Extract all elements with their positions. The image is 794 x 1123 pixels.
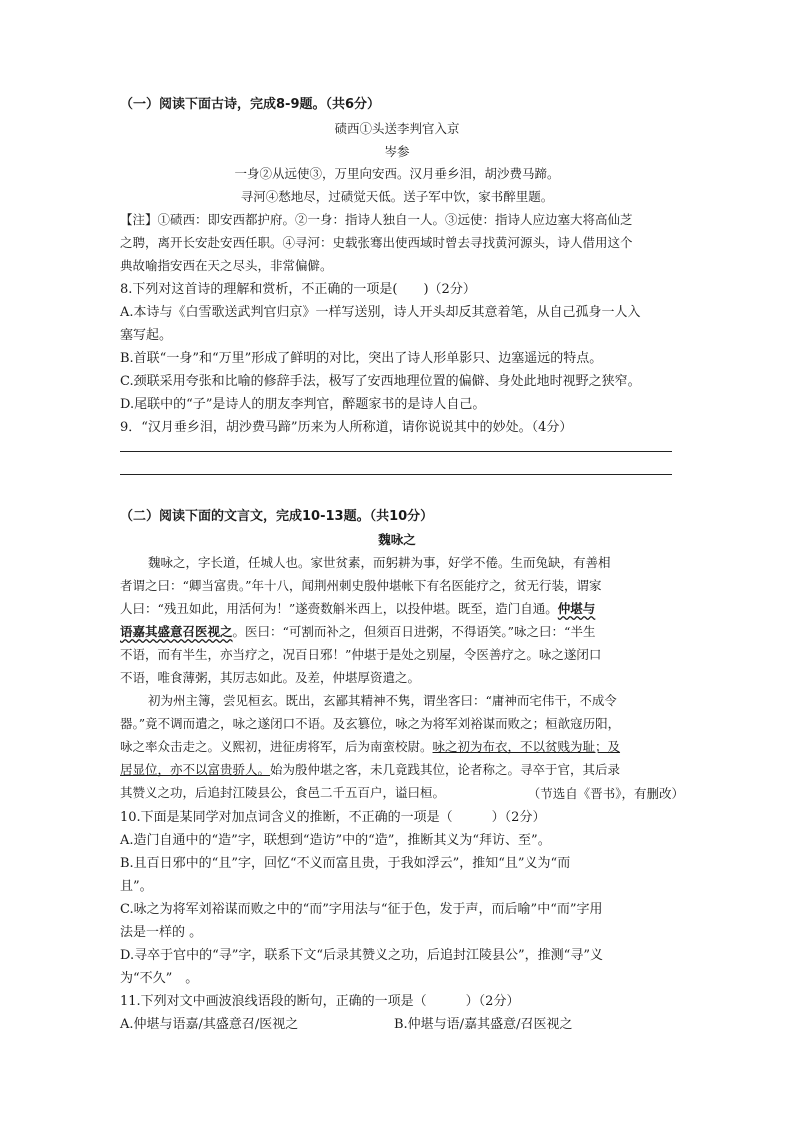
poem-note: 【注】①碛西：即安西都护府。②一身：指诗人独自一人。③远使：指诗人应边塞大将高仙芝 bbox=[120, 212, 633, 227]
question-11-stem: 11.下列对文中画波浪线语段的断句，正确的一项是（ ）（2分） bbox=[120, 994, 520, 1009]
question-11-option-b: B.仲堪与语/嘉其盛意/召医视之 bbox=[394, 1017, 573, 1032]
poem-note: 典故喻指安西在天之尽头，非常偏僻。 bbox=[120, 258, 333, 273]
passage-text: 。医曰：“可割而补之，但须百日进粥，不得语笑。”咏之曰：“半生 bbox=[232, 624, 596, 639]
question-10-option-b: B.且百日邪中的“且”字，回忆“不义而富且贵，于我如浮云”，推知“且”义为“而 bbox=[120, 856, 571, 871]
passage-line bbox=[120, 600, 595, 618]
answer-line bbox=[120, 451, 672, 452]
section2-heading: （二）阅读下面的文言文，完成10-13题。（共10分） bbox=[120, 509, 434, 524]
passage-line: 不语，唯食薄粥，其厉志如此。及差，仲堪厚资遣之。 bbox=[120, 670, 421, 685]
question-8-option-b: B.首联“一身”和“万里”形成了鲜明的对比，突出了诗人形单影只、边塞遥远的特点。 bbox=[120, 351, 603, 366]
passage-title: 魏咏之 bbox=[378, 532, 416, 547]
poem-title: 碛西①头送李判官入京 bbox=[334, 121, 460, 136]
question-10-stem: 10.下面是某同学对加点词含义的推断，不正确的一项是（ ）（2分） bbox=[120, 810, 546, 825]
question-8-option-d: D.尾联中的“子”是诗人的朋友李判官，醉题家书的是诗人自己。 bbox=[120, 397, 486, 412]
poem-note: 之聘，离开长安赴安西任职。④寻河：史载张骞出使西域时曾去寻找黄河源头，诗人借用这个 bbox=[120, 235, 633, 250]
question-10-option-d: D.寻卒于官中的“寻”字，联系下文“后录其赞义之功，后追封江陵县公”，推测“寻”义 bbox=[120, 948, 603, 963]
poem-line: 一身②从远使③，万里向安西。汉月垂乡泪，胡沙费马蹄。 bbox=[234, 166, 560, 181]
poem-line: 寻河④愁地尽，过碛觉天低。送子军中饮，家书醉里题。 bbox=[240, 189, 554, 204]
passage-text: 人曰：“残丑如此，用活何为！”遂赍数斛米西上，以投仲堪。既至，造门自通。 bbox=[120, 601, 558, 616]
question-10-option-c-cont: 法是一样的 。 bbox=[120, 925, 203, 940]
question-8-stem: 8.下列对这首诗的理解和赏析，不正确的一项是( )（2分） bbox=[120, 282, 476, 297]
wavy-underlined-text: 仲堪与 bbox=[557, 601, 596, 616]
passage-line: 者谓之曰：“卿当富贵。”年十八，闻荆州刺史殷仲堪帐下有名医能疗之，贫无行装，谓家 bbox=[120, 578, 602, 593]
passage-line bbox=[120, 761, 620, 779]
passage-line: 初为州主簿，尝见桓玄。既出，玄鄙其精神不隽，谓坐客曰：“庸神而宅伟干，不成令 bbox=[148, 693, 617, 708]
underlined-text: 居显位，亦不以富贵骄人。 bbox=[120, 762, 271, 777]
wavy-underlined-text: 语嘉其盛意召医视之 bbox=[120, 624, 233, 639]
question-11-option-a: A.仲堪与语嘉/其盛意召/医视之 bbox=[120, 1017, 299, 1032]
passage-line: 器。”竟不调而遣之，咏之遂闭口不语。及玄篡位，咏之为将军刘裕谋而败之；桓歆寇历阳， bbox=[120, 716, 621, 731]
passage-line: 不语，而有半生，亦当疗之，况百日邪！”仲堪于是处之别屋，令医善疗之。咏之遂闭口 bbox=[120, 647, 602, 662]
question-10-option-a: A.造门自通中的“造”字，联想到“造访”中的“造”，推断其义为“拜访、至”。 bbox=[120, 833, 551, 848]
question-8-option-a-cont: 塞写起。 bbox=[120, 328, 173, 343]
poem-author: 岑参 bbox=[384, 144, 410, 159]
passage-line: 其赞义之功，后追封江陵县公，食邑二千五百户，谥曰桓。 bbox=[120, 785, 446, 800]
question-10-option-d-cont: 为“不久” 。 bbox=[120, 971, 199, 986]
passage-line bbox=[120, 738, 620, 756]
passage-text: 咏之率众击走之。义熙初，进征虏将军，后为南蛮校尉。 bbox=[120, 739, 433, 754]
section1-heading: （一）阅读下面古诗，完成8-9题。（共6分） bbox=[120, 97, 381, 112]
question-8-option-c: C.颈联采用夸张和比喻的修辞手法，极写了安西地理位置的偏僻、身处此地时视野之狭窄。 bbox=[120, 374, 641, 389]
passage-line: 魏咏之，字长道，任城人也。家世贫素，而躬耕为事，好学不倦。生而兔缺，有善相 bbox=[148, 555, 611, 570]
question-9-stem: 9．“汉月垂乡泪，胡沙费马蹄”历来为人所称道，请你说说其中的妙处。（4分） bbox=[120, 420, 573, 435]
passage-source: （节选自《晋书》，有删改） bbox=[527, 786, 684, 801]
passage-line bbox=[120, 623, 595, 641]
answer-line bbox=[120, 474, 672, 475]
question-10-option-c: C.咏之为将军刘裕谋而败之中的“而”字用法与“征于色，发于声，而后喻”中“而”字用 bbox=[120, 902, 603, 917]
question-8-option-a: A.本诗与《白雪歌送武判官归京》一样写送别，诗人开头却反其意着笔，从自己孤身一人入 bbox=[120, 305, 641, 320]
underlined-text: 咏之初为布衣，不以贫贱为耻；及 bbox=[432, 739, 621, 754]
question-10-option-b-cont: 且”。 bbox=[120, 879, 153, 894]
passage-text: 始为殷仲堪之客，未几竟践其位，论者称之。寻卒于官，其后录 bbox=[270, 762, 621, 777]
